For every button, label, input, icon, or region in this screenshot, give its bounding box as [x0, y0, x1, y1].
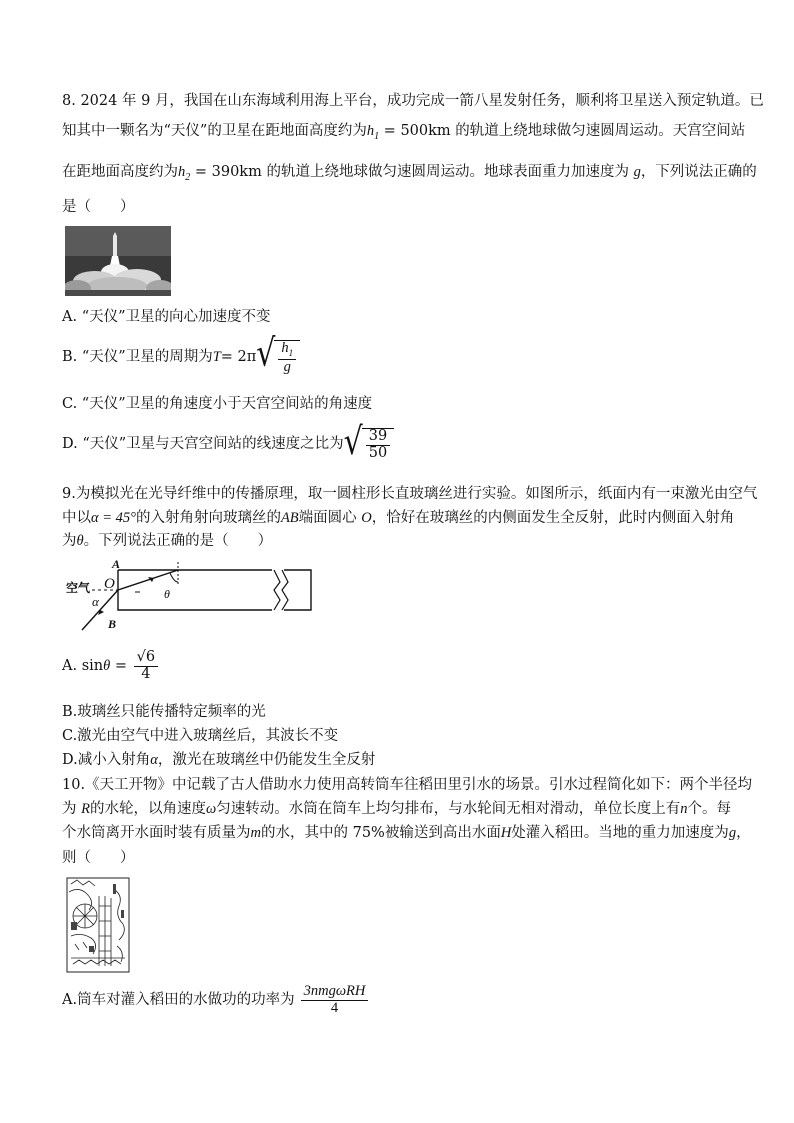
q8-line2-text-b: 的轨道上绕地球做匀速圆周运动。天宫空间站 — [450, 123, 746, 139]
q10-H: H — [500, 825, 512, 841]
q9-theta: θ — [76, 533, 84, 549]
q9-stem-line-2 — [62, 510, 734, 527]
fig-theta-label: θ — [164, 587, 170, 601]
q9-line3-text-b: 。下列说法正确的是（ ） — [83, 533, 273, 549]
q9-line3-text-a: 为 — [62, 533, 77, 549]
q8-g-symbol: g — [633, 164, 641, 180]
q10-optA-fraction — [301, 984, 369, 1017]
q10-line2-text-c: 匀速转动。水筒在筒车上均匀排布，与水轮间无相对滑动，单位长度上有 — [216, 801, 681, 817]
q8-h1-var: h — [366, 123, 375, 139]
q9-optD-text-b: ，激光在玻璃丝中仍能发生全反射 — [157, 752, 376, 768]
q10-m: m — [250, 825, 261, 841]
q10-line2-text-a: 为 — [62, 801, 82, 817]
q10-stem-line-2 — [62, 801, 731, 818]
q9-optA-den: 4 — [141, 665, 151, 682]
q9-option-d — [62, 752, 375, 769]
q9-line2-text-c: 端面圆心 — [298, 510, 362, 526]
q10-line3-text-a: 个水筒离开水面时装有质量为 — [62, 825, 251, 841]
q8-h2-var: h — [178, 164, 186, 180]
rocket-launch-photo — [65, 226, 171, 296]
q9-line2-text-d: ，恰好在玻璃丝的内侧面发生全反射，此时内侧面入射角 — [371, 510, 735, 526]
q10-n: n — [680, 801, 688, 817]
q9-alpha-eq: α = 45° — [91, 510, 136, 526]
q8-optB-fraction — [278, 341, 296, 376]
q8-h1-value: = 500km — [379, 123, 451, 139]
q8-optB-den: g — [283, 358, 291, 375]
q8-h1-sub: 1 — [374, 130, 380, 142]
q9-optD-alpha: α — [150, 752, 158, 768]
q9-option-a — [62, 650, 160, 683]
q8-option-d — [62, 420, 394, 464]
q8-h2-symbol — [178, 164, 191, 183]
q8-option-a: A. “天仪”卫星的向心加速度不变 — [62, 309, 271, 325]
q9-O: O — [361, 510, 372, 526]
q9-optA-eq: = — [110, 657, 132, 674]
q9-AB: AB — [280, 510, 299, 526]
fiber-diagram — [62, 560, 318, 638]
q9-stem-line-1: 9.为模拟光在光导纤维中的传播原理，取一圆柱形长直玻璃丝进行实验。如图所示，纸面内有一束激光由空气 — [62, 486, 758, 502]
q8-optD-text: D. “天仪”卫星与天宫空间站的线速度之比为 — [62, 436, 344, 453]
q10-line2-text-b: 的水轮，以角速度 — [89, 801, 206, 817]
q10-optA-den: 4 — [330, 999, 339, 1016]
q8-line3-text-c: ，下列说法正确的 — [640, 164, 757, 180]
fig-alpha-label: α — [92, 594, 99, 609]
q9-line2-text-b: 的入射角射向玻璃丝的 — [135, 510, 281, 526]
fig-A-label: A — [112, 560, 121, 571]
q8-optD-den: 50 — [368, 444, 388, 461]
fig-air-label: 空气 — [66, 581, 91, 595]
q9-option-c: C.激光由空气中进入玻璃丝后，其波长不变 — [62, 728, 339, 744]
q10-line3-text-d: ， — [736, 825, 751, 841]
q8-line2-text-a: 知其中一颗名为“天仪”的卫星在距地面高度约为 — [62, 123, 367, 139]
q8-line3-text-b: 的轨道上绕地球做匀速圆周运动。地球表面重力加速度为 — [261, 164, 634, 180]
sqrt-icon: √ — [343, 420, 363, 464]
q8-stem-line-2 — [62, 123, 745, 143]
q10-option-a — [62, 984, 370, 1017]
sqrt-icon: √ — [256, 331, 276, 376]
q9-optD-text-a: D.减小入射角 — [62, 752, 151, 768]
water-wheel-illustration — [65, 876, 131, 974]
q10-stem-line-1: 10.《天工开物》中记载了古人借助水力使用高转筒车往稻田里引水的场景。引水过程简化如下：两个半径均 — [62, 777, 753, 793]
fig-B-label: B — [108, 617, 117, 631]
q9-optA-num: √6 — [134, 650, 158, 667]
q10-optA-text: A.筒车对灌入稻田的水做功的功率为 — [62, 991, 295, 1008]
q8-optD-num: 39 — [366, 429, 390, 446]
q8-optD-fraction — [366, 429, 390, 462]
q8-stem-line-3 — [62, 164, 757, 184]
q9-stem-line-3 — [62, 533, 272, 550]
fig-O-label: O — [104, 576, 115, 592]
q8-optB-eq: = 2π — [220, 349, 257, 366]
q9-optA-theta: θ — [103, 657, 111, 674]
q10-stem-line-3 — [62, 825, 751, 842]
q8-option-c: C. “天仪”卫星的角速度小于天宫空间站的角速度 — [62, 396, 373, 412]
q8-h1-symbol — [366, 123, 380, 142]
q8-stem-line-4: 是（ ） — [62, 199, 135, 215]
q9-optA-text: A. sin — [62, 657, 104, 674]
q8-optB-text: B. “天仪”卫星的周期为 — [62, 349, 213, 366]
q8-stem-line-1: 8. 2024 年 9 月，我国在山东海域利用海上平台，成功完成一箭八星发射任务，顺利将卫星送入预定轨道。已 — [62, 93, 764, 109]
q8-optD-sqrt — [343, 420, 395, 464]
q10-R: R — [81, 801, 90, 817]
q8-h2-value: = 390km — [190, 164, 262, 180]
q8-h2-sub: 2 — [185, 171, 191, 183]
q9-optA-fraction — [134, 650, 158, 683]
q9-line2-text-a: 中以 — [62, 510, 91, 526]
q8-optB-T: T — [212, 349, 221, 366]
q10-omega: ω — [205, 801, 217, 817]
q8-option-b — [62, 331, 300, 376]
q10-line2-text-d: 个。每 — [687, 801, 731, 817]
q10-line3-text-c: 处灌入稻田。当地的重力加速度为 — [511, 825, 729, 841]
q9-option-b: B.玻璃丝只能传播特定频率的光 — [62, 704, 266, 720]
q8-optB-sqrt — [256, 331, 300, 376]
q10-g: g — [728, 825, 737, 841]
q8-optB-num: h — [281, 340, 289, 356]
q8-optB-num-sub: 1 — [288, 347, 294, 358]
q10-line3-text-b: 的水，其中的 75%被输送到高出水面 — [260, 825, 501, 841]
q8-line3-text-a: 在距地面高度约为 — [62, 164, 178, 180]
q10-stem-line-4: 则（ ） — [62, 850, 135, 866]
q10-optA-num: 3nmgωRH — [301, 984, 369, 1001]
